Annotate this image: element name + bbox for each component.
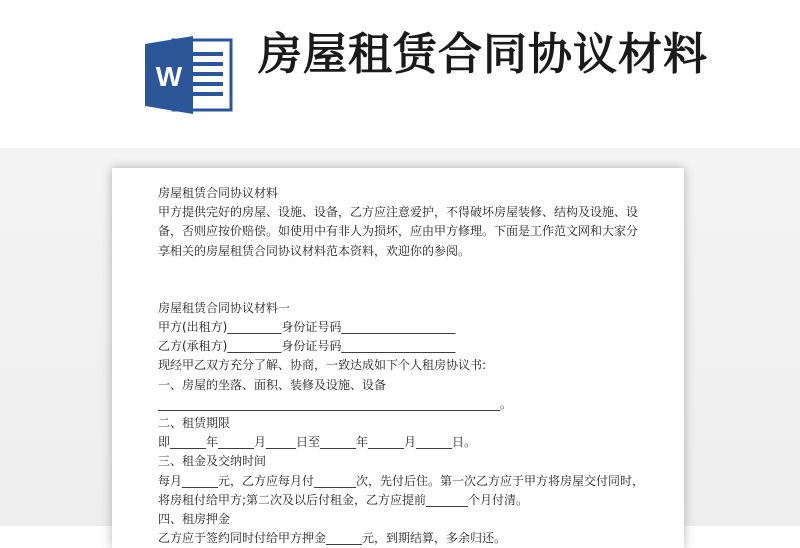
body-line: 乙方(承租方)_________身份证号码___________________ xyxy=(158,339,456,354)
body-line: 每月______元，乙方应每月付_______次，先付后住。第一次乙方应于甲方将房屋交付同时， xyxy=(158,473,645,488)
body-line: 三、租金及交纳时间 xyxy=(158,454,267,469)
body-line: 即______年______月_____日至______年______月______日。 xyxy=(158,435,477,450)
word-document-icon xyxy=(143,34,235,116)
body-line: 二、租赁期限 xyxy=(158,416,231,431)
paragraph-gap xyxy=(158,261,658,299)
body-line: 甲方(出租方)_________身份证号码___________________ xyxy=(158,320,456,335)
body-line: 四、租房押金 xyxy=(158,512,231,527)
body-line: 将房租付给甲方;第二次及以后付租金，乙方应提前_______个月付清。 xyxy=(158,492,529,507)
intro-line: 备，否则应按价赔偿。如使用中有非人为损坏，应由甲方修理。下面是工作范文网和大家分 xyxy=(158,224,639,239)
intro-line: 甲方提供完好的房屋、设施、设备，乙方应注意爱护，不得破坏房屋装修、结构及设施、设 xyxy=(158,205,639,220)
header xyxy=(0,0,800,160)
body-line: _________________________________________________________。 xyxy=(158,396,513,411)
intro-line: 房屋租赁合同协议材料 xyxy=(158,186,279,200)
intro-line: 享相关的房屋租赁合同协议材料范本资料，欢迎你的参阅。 xyxy=(158,243,471,258)
document-page xyxy=(112,168,684,548)
body-line: 一、房屋的坐落、面积、装修及设施、设备 xyxy=(158,377,387,392)
body-line: 房屋租赁合同协议材料一 xyxy=(158,300,291,315)
body-line: 乙方应于签约同时付给甲方押金______元，到期结算，多余归还。 xyxy=(158,531,507,546)
word-icon-letter: W xyxy=(155,61,183,92)
body-line: 现经甲乙双方充分了解、协商，一致达成如下个人租房协议书: xyxy=(158,358,487,373)
document-text xyxy=(158,184,658,548)
page-title: 房屋租赁合同协议材料 xyxy=(258,29,708,80)
